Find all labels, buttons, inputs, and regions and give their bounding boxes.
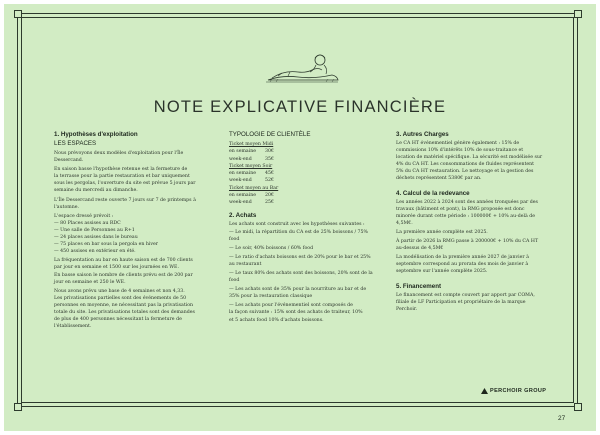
paragraph-line: En saison basse l'hypothèse retenue est la fermeture de (54, 167, 188, 173)
paragraph-line: l'établissement. (54, 324, 92, 330)
paragraph-line: Nous prévoyons deux modèles d'exploitation pour l'Île (54, 151, 184, 156)
paragraph-line: commissions 10% d'intérêts 10% de sous-traitance et (396, 148, 524, 154)
paragraph-line: location de matériel spécifique. La sécurité est modélisée sur (396, 155, 543, 161)
paragraph-line: — Le midi, la répartition du CA est de 25% boissons / 75% (229, 229, 368, 235)
paragraph-line: L'Île Dessercand reste ouverte 7 jours sur 7 de printemps à (54, 197, 196, 203)
ticket-amount: 30€ (265, 149, 274, 155)
paragraph-line: — Les achats sont de 35% pour la nourriture au bar et de (229, 287, 367, 293)
paragraph-line: filiale de LF Participation et propriétaire de la marque (396, 299, 526, 305)
paragraph-line: 35% pour la restauration classique (229, 294, 313, 300)
paragraph-line: — Le soir, 40% boissons / 60% food (229, 245, 314, 251)
paragraph (54, 288, 210, 331)
page-number: 27 (558, 415, 566, 422)
paragraph-line: À partir de 2026 la RMG passe à 200000€ + 10% du CA HT (396, 239, 539, 245)
paragraph-line: l'automne. (54, 204, 80, 210)
paragraph-line: totale du site. Les privatisations totales sont des demandes (54, 309, 195, 315)
page-title: NOTE EXPLICATIVE FINANCIÈRE (153, 98, 447, 116)
ticket-amount: 52€ (265, 178, 274, 184)
paragraph-line: Nous avons prévu une base de 4 semaines et non 4,33. (54, 288, 185, 294)
frame-corner-ornament (14, 10, 22, 18)
paragraph-line: — 80 Places assises au RDC (54, 220, 121, 226)
paragraph-line: au restaurant (229, 261, 262, 267)
column-charges-redevance-financement (396, 131, 552, 315)
ticket-table-row (229, 177, 379, 184)
column-hypotheses (54, 131, 210, 332)
paragraph-line: travaux (bâtiment et pont), la RMG proposée est donc (396, 206, 525, 212)
paragraph (229, 270, 379, 284)
paragraph-line: Les privatisations partielles sont des événements de 50 (54, 295, 187, 301)
paragraph (396, 238, 552, 252)
paragraph-line: 4% du CA HT. Les consommations de fluides représentent (396, 162, 535, 168)
paragraph-line: la façon suivante : 15% sont des achats de traiteur, 10% (229, 310, 363, 316)
paragraph-line: La première année complète est 2025. (396, 229, 488, 235)
ticket-period: week-end (229, 200, 252, 206)
paragraph (396, 229, 552, 236)
section-heading: 1. Hypothèses d'exploitation (54, 131, 138, 138)
paragraph-line: semaine du mercredi au dimanche. (54, 188, 138, 194)
paragraph-line: Le financement est compte couvert par apport par COMA, (396, 292, 535, 298)
paragraph (54, 166, 210, 194)
ticket-period: en semaine (229, 193, 256, 199)
paragraph-line: minorée durant cette période : 100000€ + 10% au-delà de (396, 213, 536, 219)
paragraph-line: la terrasse pour la partie restauration et bar uniquement (54, 174, 190, 180)
paragraph-line: Les années 2022 à 2024 sont des années tronquées par des (396, 199, 538, 205)
paragraph-line: déchets représentent 5380€ par an. (396, 176, 482, 182)
paragraph (396, 140, 552, 183)
paragraph-line: septembre sur l'année complète 2025. (396, 269, 488, 275)
paragraph-line: Les achats sont construit avec les hypothèses suivantes : (229, 222, 365, 228)
paragraph-line: — Les achats pour l'événementiel sont composés de (229, 303, 353, 309)
paragraph-line: sous les pergolas, l'ouverture du site est prévue 5 jours par (54, 181, 196, 187)
ticket-period: en semaine (229, 149, 256, 155)
paragraph (396, 292, 552, 313)
ticket-amount: 35€ (265, 156, 274, 162)
section-heading: 5. Financement (396, 282, 442, 290)
section-subheading: LES ESPACES (54, 140, 97, 147)
paragraph-line: personnes en moyenne, ne nécessitant pas la privatisation (54, 302, 194, 308)
paragraph-line: 4,5M€. (396, 220, 413, 226)
paragraph-line: — 75 places en bar sous la pergola en hiver (54, 242, 159, 248)
paragraph-line: La fréquentation au bar en haute saison est de 700 clients (54, 258, 193, 264)
paragraph (229, 286, 379, 300)
reclining-figure-illustration (262, 40, 342, 86)
paragraph (54, 213, 210, 256)
paragraph-line: et 5 achats food 10% d'achats boissons. (229, 317, 324, 323)
section-heading: 2. Achats (229, 212, 257, 220)
ticket-table-row (229, 192, 379, 199)
paragraph (229, 254, 379, 268)
ticket-table-row (229, 199, 379, 206)
ticket-table-row (229, 148, 379, 155)
paragraph-line: — Le taux 80% des achats sont des boissons, 20% sont de la (229, 271, 373, 276)
column-clientele-achats (229, 131, 379, 326)
paragraph (54, 150, 210, 164)
ticket-table-title: Ticket moyen au Bar (229, 185, 279, 191)
paragraph-line: septembre correspond au prorata des mois de janvier à (396, 262, 529, 268)
paragraph-line: food (229, 278, 240, 284)
paragraph-line: Perchoir. (396, 306, 418, 312)
ticket-table-title: Ticket moyen Midi (229, 142, 274, 147)
ticket-table-row (229, 170, 379, 177)
perchoir-logo-icon (481, 388, 488, 394)
paragraph-line: de plus de 400 personnes nécessitant la fermeture de (54, 317, 182, 323)
section-heading: TYPOLOGIE DE CLIENTÈLE (229, 131, 311, 138)
paragraph-line: Dessercand. (54, 158, 84, 164)
ticket-table-row (229, 156, 379, 163)
paragraph-line: — 450 assises en extérieur en été. (54, 249, 136, 255)
ticket-table-title: Ticket moyen Soir (229, 163, 273, 169)
section-heading: 4. Calcul de la redevance (396, 189, 470, 197)
paragraph (54, 197, 210, 211)
ticket-period: week-end (229, 178, 252, 184)
frame-corner-ornament (574, 403, 582, 411)
paragraph-line: au-dessus de 4,5M€ (396, 246, 444, 252)
paragraph-line: 5% du CA HT restauration. Le nettoyage et la gestion des (396, 169, 534, 175)
ticket-amount: 20€ (265, 193, 274, 199)
paragraph-line: Le CA HT événementiel génère également : 15% de (396, 141, 520, 146)
frame-corner-ornament (14, 403, 22, 411)
paragraph-line: par jour en semaine et 1500 sur les journées en WE. (54, 265, 179, 271)
frame-corner-ornament (574, 10, 582, 18)
paragraph-line: — Une salle de Personnes au R+1 (54, 227, 135, 233)
paragraph-line: — Le ratio d'achats boissons est de 20% pour le bar et 25% (229, 254, 371, 260)
paragraph-line: En basse saison le nombre de clients prévu est de 200 par (54, 272, 193, 278)
paragraph-line: food (229, 236, 240, 242)
paragraph (396, 254, 552, 275)
brand-name: PERCHOIR GROUP (490, 388, 547, 394)
paragraph (54, 257, 210, 285)
ticket-period: week-end (229, 156, 252, 162)
paragraph-line: — 24 places assises dans le bureau (54, 235, 138, 241)
paragraph-line: La modélisation de la première année 2027 de janvier à (396, 255, 529, 261)
paragraph-line: L'espace dressé prévoit : (54, 213, 114, 219)
ticket-amount: 25€ (265, 200, 274, 206)
ticket-period: en semaine (229, 171, 256, 177)
paragraph (229, 221, 379, 242)
section-heading: 3. Autres Charges (396, 131, 449, 138)
paragraph (396, 199, 552, 227)
paragraph (229, 302, 379, 323)
paragraph-line: jour en semaine et 250 le WE. (54, 279, 126, 285)
ticket-amount: 45€ (265, 171, 274, 177)
paragraph (229, 245, 379, 252)
